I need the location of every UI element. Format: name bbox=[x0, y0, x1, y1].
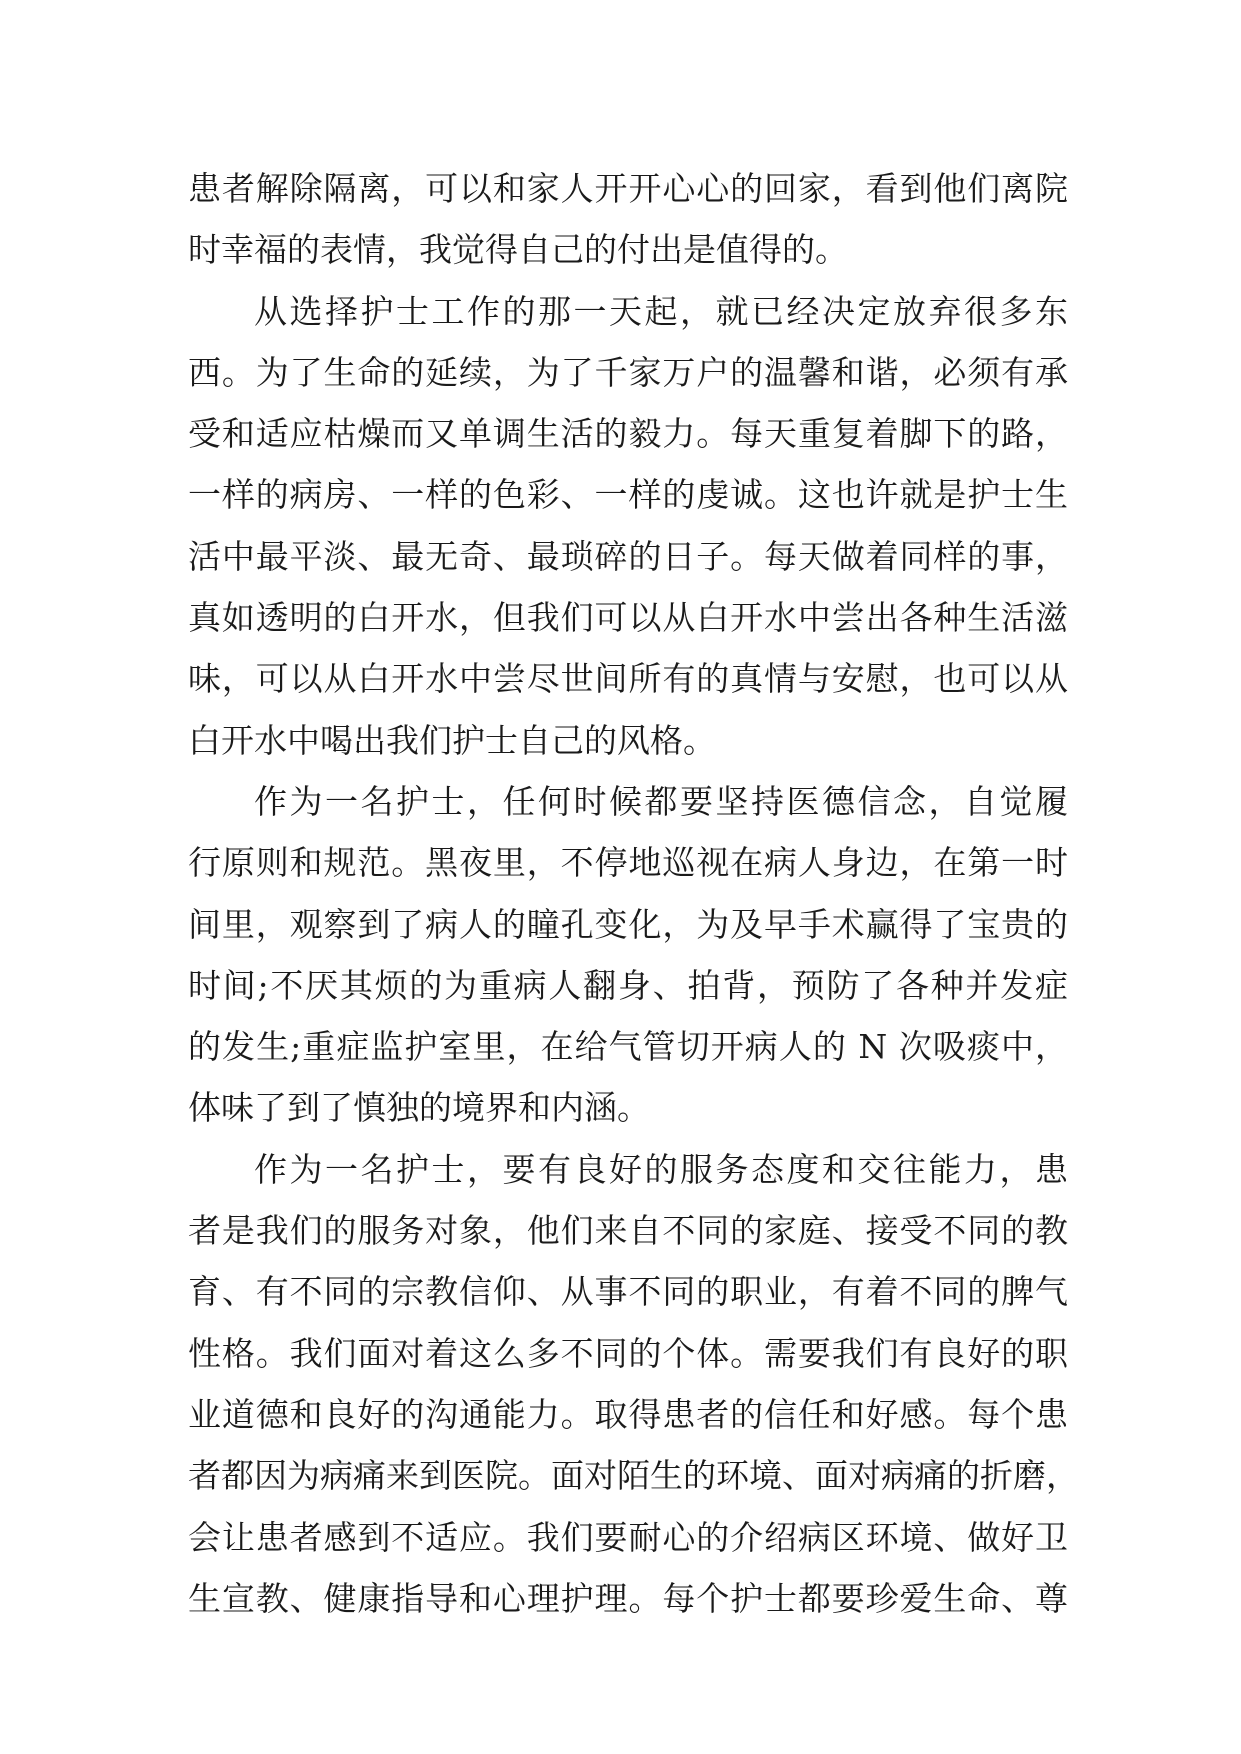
body-text bbox=[188, 158, 1079, 1629]
text-line: 体味了到了慎独的境界和内涵。 bbox=[188, 1088, 650, 1128]
text-line: 味，可以从白开水中尝尽世间所有的真情与安慰，也可以从 bbox=[188, 659, 1068, 699]
text-line: 活中最平淡、最无奇、最琐碎的日子。每天做着同样的事， bbox=[188, 536, 1068, 576]
text-line: 间里，观察到了病人的瞳孔变化，为及早手术赢得了宝贵的 bbox=[188, 904, 1068, 944]
text-line: 西。为了生命的延续，为了千家万户的温馨和谐，必须有承 bbox=[188, 352, 1068, 392]
text-line: 作为一名护士，任何时候都要坚持医德信念，自觉履 bbox=[254, 781, 1068, 821]
text-line: 时幸福的表情，我觉得自己的付出是值得的。 bbox=[188, 230, 848, 270]
text-line: 者都因为病痛来到医院。面对陌生的环境、面对病痛的折磨， bbox=[188, 1456, 1079, 1496]
text-line: 患者解除隔离，可以和家人开开心心的回家，看到他们离院 bbox=[188, 169, 1068, 208]
text-line: 性格。我们面对着这么多不同的个体。需要我们有良好的职 bbox=[188, 1333, 1068, 1373]
text-line: 会让患者感到不适应。我们要耐心的介绍病区环境、做好卫 bbox=[188, 1517, 1068, 1557]
text-line: 受和适应枯燥而又单调生活的毅力。每天重复着脚下的路， bbox=[188, 414, 1068, 454]
text-line: 从选择护士工作的那一天起，就已经决定放弃很多东 bbox=[254, 291, 1068, 331]
text-line: 一样的病房、一样的色彩、一样的虔诚。这也许就是护士生 bbox=[188, 475, 1068, 515]
text-line: 行原则和规范。黑夜里，不停地巡视在病人身边，在第一时 bbox=[188, 843, 1068, 883]
text-line: 时间;不厌其烦的为重病人翻身、拍背，预防了各种并发症 bbox=[188, 965, 1068, 1005]
text-line: 者是我们的服务对象，他们来自不同的家庭、接受不同的教 bbox=[188, 1211, 1068, 1251]
text-line: 生宣教、健康指导和心理护理。每个护士都要珍爱生命、尊 bbox=[188, 1578, 1068, 1618]
text-line: 的发生;重症监护室里，在给气管切开病人的 N 次吸痰中， bbox=[188, 1027, 1068, 1067]
text-line: 作为一名护士，要有良好的服务态度和交往能力，患 bbox=[254, 1149, 1068, 1189]
text-line: 白开水中喝出我们护士自己的风格。 bbox=[188, 720, 716, 760]
text-line: 育、有不同的宗教信仰、从事不同的职业，有着不同的脾气 bbox=[188, 1272, 1068, 1312]
text-line: 真如透明的白开水，但我们可以从白开水中尝出各种生活滋 bbox=[188, 598, 1068, 638]
text-line: 业道德和良好的沟通能力。取得患者的信任和好感。每个患 bbox=[188, 1394, 1068, 1434]
